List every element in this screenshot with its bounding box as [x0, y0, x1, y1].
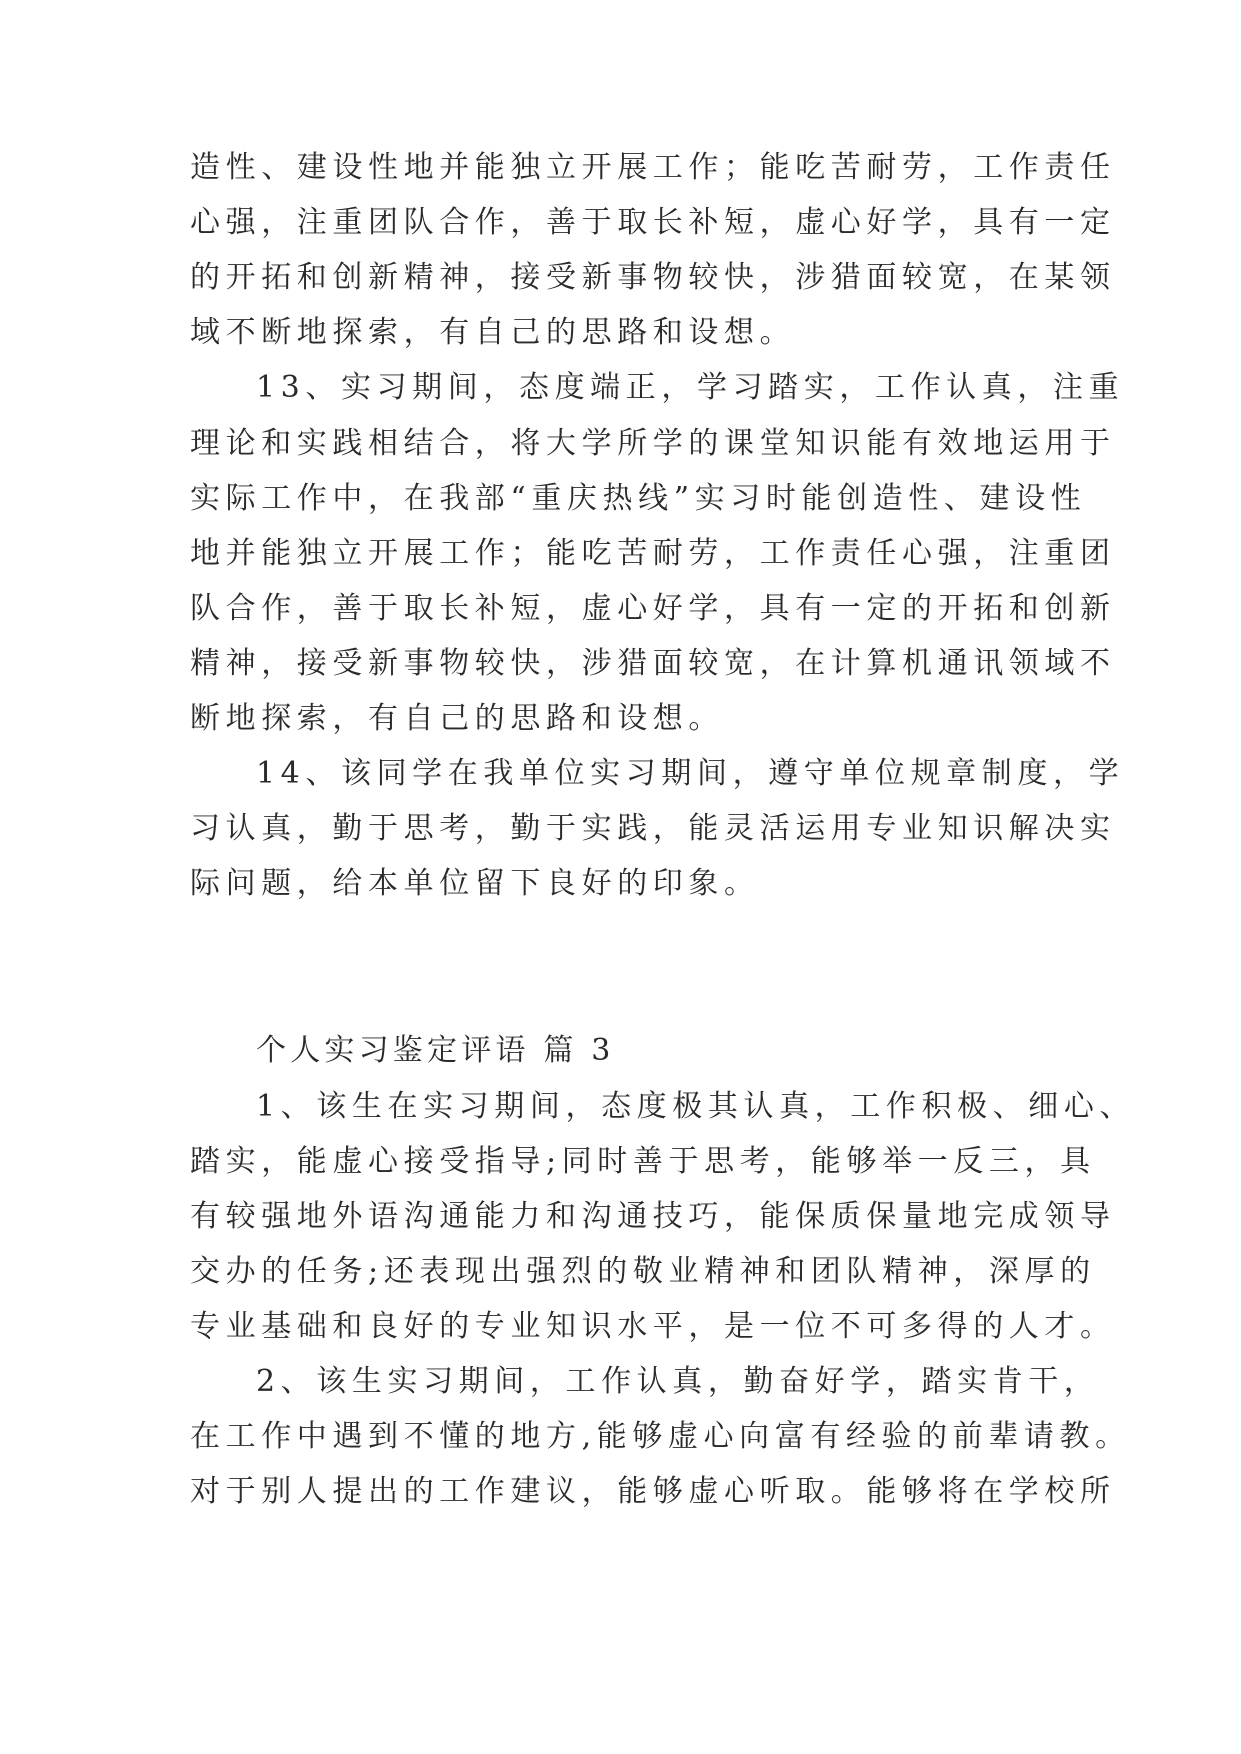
text-line: 理论和实践相结合，将大学所学的课堂知识能有效地运用于 [190, 426, 1116, 461]
text-line: 踏实，能虚心接受指导;同时善于思考，能够举一反三，具 [190, 1144, 1096, 1179]
text-line: 际问题，给本单位留下良好的印象。 [190, 866, 760, 901]
text-line: 有较强地外语沟通能力和沟通技巧，能保质保量地完成领导 [190, 1199, 1116, 1234]
text-line: 精神，接受新事物较快，涉猎面较宽，在计算机通讯领域不 [190, 646, 1116, 681]
text-line: 心强，注重团队合作，善于取长补短，虚心好学，具有一定 [190, 205, 1116, 240]
text-line: 交办的任务;还表现出强烈的敬业精神和团队精神，深厚的 [190, 1254, 1096, 1289]
text-line: 地并能独立开展工作；能吃苦耐劳，工作责任心强，注重团 [190, 536, 1116, 571]
section-heading: 个人实习鉴定评语 篇 3 [256, 1033, 615, 1068]
text-line: 队合作，善于取长补短，虚心好学，具有一定的开拓和创新 [190, 591, 1116, 626]
paragraph-2-first-line: 2、该生实习期间，工作认真，勤奋好学，踏实肯干， [256, 1364, 1100, 1399]
text-line: 域不断地探索，有自己的思路和设想。 [190, 315, 796, 350]
paragraph-14-first-line: 14、该同学在我单位实习期间，遵守单位规章制度，学 [256, 756, 1125, 791]
text-line: 对于别人提出的工作建议，能够虚心听取。能够将在学校所 [190, 1474, 1116, 1509]
text-line: 习认真，勤于思考，勤于实践，能灵活运用专业知识解决实 [190, 811, 1116, 846]
text-line: 的开拓和创新精神，接受新事物较快，涉猎面较宽，在某领 [190, 260, 1116, 295]
paragraph-1-first-line: 1、该生在实习期间，态度极其认真，工作积极、细心、 [256, 1089, 1136, 1124]
paragraph-13-first-line: 13、实习期间，态度端正，学习踏实，工作认真，注重 [256, 370, 1125, 405]
text-line: 专业基础和良好的专业知识水平，是一位不可多得的人才。 [190, 1309, 1116, 1344]
text-line: 造性、建设性地并能独立开展工作；能吃苦耐劳，工作责任 [190, 150, 1116, 185]
text-line: 在工作中遇到不懂的地方,能够虚心向富有经验的前辈请教。 [190, 1419, 1131, 1454]
text-line: 断地探索，有自己的思路和设想。 [190, 701, 724, 736]
text-line: 实际工作中，在我部“重庆热线”实习时能创造性、建设性 [190, 481, 1087, 516]
